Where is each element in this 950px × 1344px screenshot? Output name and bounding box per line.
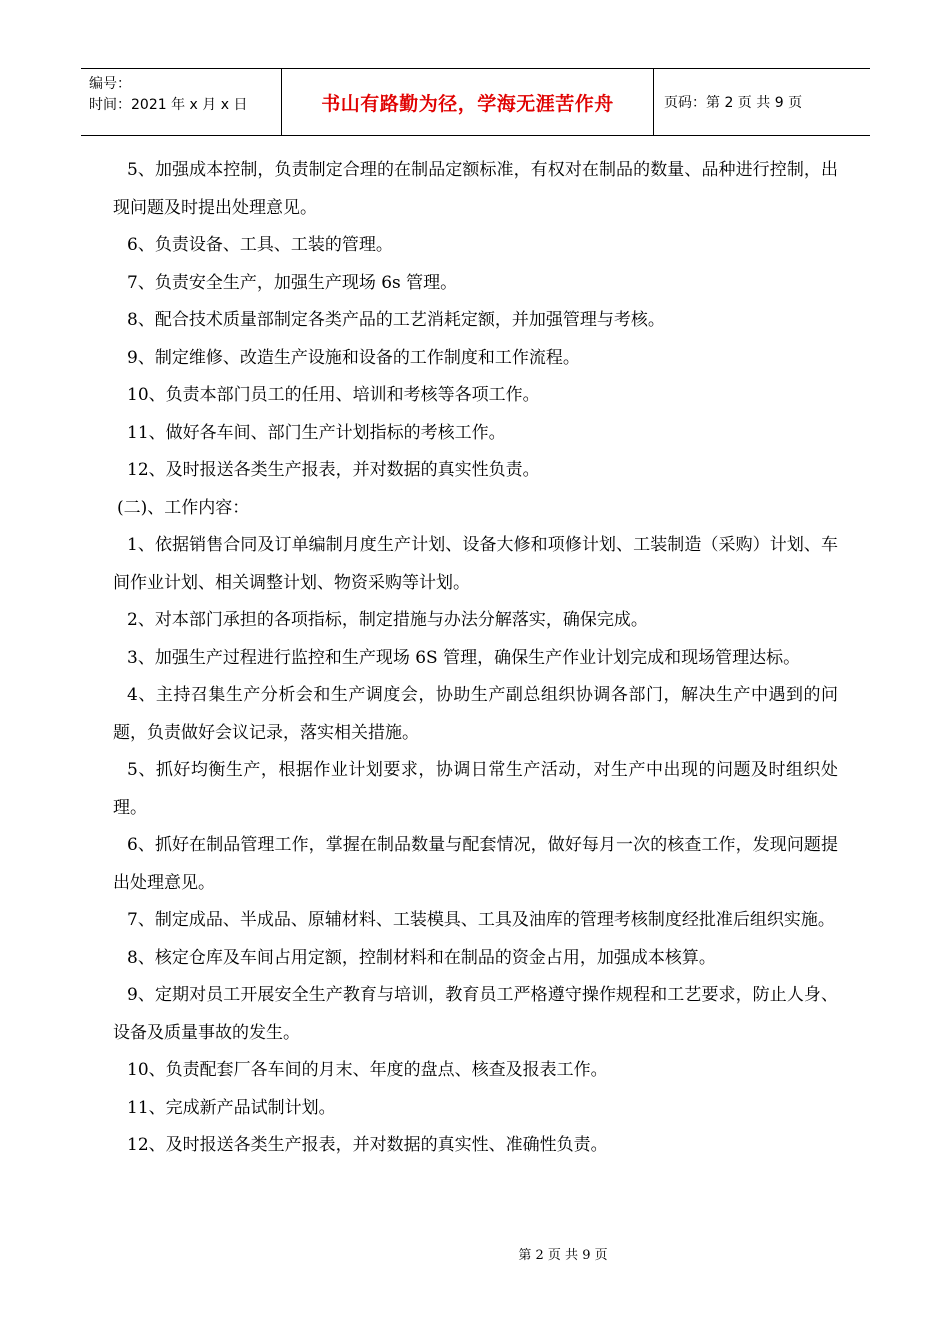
paragraph: 5、抓好均衡生产，根据作业计划要求，协调日常生产活动，对生产中出现的问题及时组织处理。	[113, 760, 838, 818]
paragraph: 8、配合技术质量部制定各类产品的工艺消耗定额，并加强管理与考核。	[127, 310, 665, 330]
document-number-label: 编号：	[89, 76, 131, 92]
paragraph: 12、及时报送各类生产报表，并对数据的真实性、准确性负责。	[127, 1135, 608, 1155]
page-header	[81, 68, 870, 136]
paragraph: 9、定期对员工开展安全生产教育与培训，教育员工严格遵守操作规程和工艺要求，防止人身、设备及质量事故的发生。	[113, 985, 838, 1043]
header-motto: 书山有路勤为径，学海无涯苦作舟	[282, 69, 654, 135]
paragraph: 10、负责配套厂各车间的月末、年度的盘点、核查及报表工作。	[127, 1060, 608, 1080]
page-footer: 第 2 页 共 9 页	[518, 1248, 608, 1263]
paragraph: 11、做好各车间、部门生产计划指标的考核工作。	[127, 422, 506, 443]
section-heading: (二)、工作内容：	[117, 497, 250, 518]
paragraph: 10、负责本部门员工的任用、培训和考核等各项工作。	[127, 385, 540, 405]
paragraph: 8、核定仓库及车间占用定额，控制材料和在制品的资金占用，加强成本核算。	[127, 947, 716, 968]
paragraph: 6、抓好在制品管理工作，掌握在制品数量与配套情况，做好每月一次的核查工作，发现问题提出处理意见。	[113, 835, 838, 893]
paragraph: 4、主持召集生产分析会和生产调度会，协助生产副总组织协调各部门，解决生产中遇到的问题，负责做好会议记录，落实相关措施。	[113, 685, 838, 743]
paragraph: 11、完成新产品试制计划。	[127, 1097, 336, 1118]
document-time-label: 时间：2021 年 x 月 x 日	[89, 97, 248, 113]
paragraph: 2、对本部门承担的各项指标，制定措施与办法分解落实，确保完成。	[127, 610, 648, 630]
header-page-code: 页码：第 2 页 共 9 页	[664, 95, 803, 111]
paragraph: 12、及时报送各类生产报表，并对数据的真实性负责。	[127, 460, 540, 480]
paragraph: 6、负责设备、工具、工装的管理。	[127, 235, 393, 255]
header-meta	[81, 69, 282, 135]
paragraph: 7、制定成品、半成品、原辅材料、工装模具、工具及油库的管理考核制度经批准后组织实施。	[127, 910, 835, 930]
paragraph: 7、负责安全生产，加强生产现场 6s 管理。	[127, 272, 458, 293]
paragraph: 9、制定维修、改造生产设施和设备的工作制度和工作流程。	[127, 347, 580, 368]
paragraph: 3、加强生产过程进行监控和生产现场 6S 管理，确保生产作业计划完成和现场管理达标。	[127, 647, 801, 668]
paragraph: 1、依据销售合同及订单编制月度生产计划、设备大修和项修计划、工装制造（采购）计划、车间作业计划、相关调整计划、物资采购等计划。	[113, 535, 838, 593]
paragraph: 5、加强成本控制，负责制定合理的在制品定额标准，有权对在制品的数量、品种进行控制，出现问题及时提出处理意见。	[113, 160, 838, 218]
document-body	[113, 152, 838, 1165]
